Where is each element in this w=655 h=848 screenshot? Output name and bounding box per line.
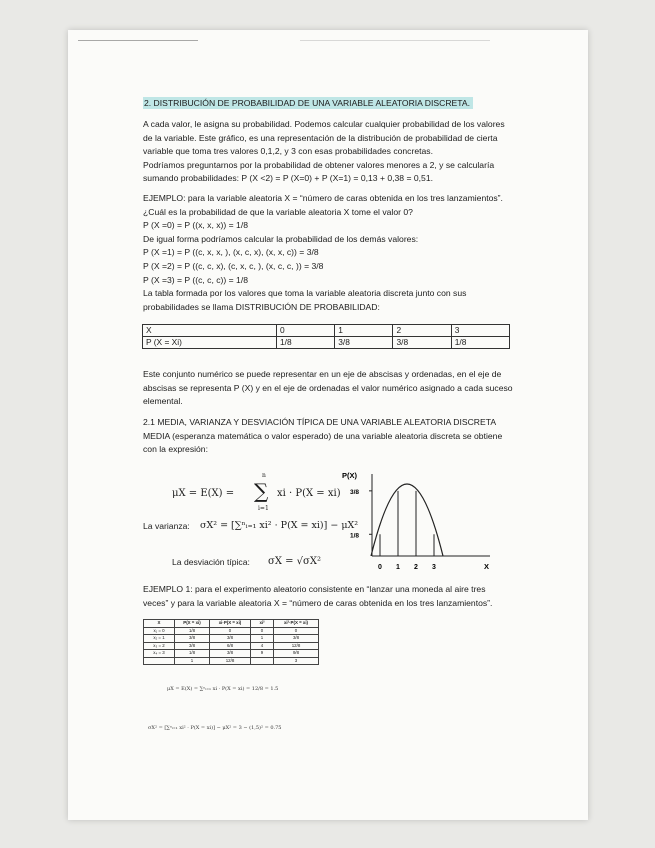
text-line: ¿Cuál es la probabilidad de que la variable aleatoria X tome el valor 0? — [143, 206, 413, 217]
table-row — [144, 650, 319, 658]
variance-formula: σX² = [∑ⁿᵢ₌₁ xi² · P(X = xi)] − μX² — [200, 520, 359, 531]
after-table-paragraph — [143, 368, 513, 409]
text-line: De igual forma podríamos calcular la probabilidad de los demás valores: — [143, 233, 419, 244]
y-axis-label: P(X) — [342, 471, 357, 480]
table-cell: 1/8 — [277, 337, 335, 349]
table-cell: 1/8 — [175, 650, 210, 658]
text-line: MEDIA (esperanza matemática o valor esperado) de una variable aleatoria discreta se obtiene — [143, 430, 503, 441]
x-tick-label: 1 — [396, 564, 400, 571]
text-line: P (X =2) = P ((c, c, x), (c, x, c, ), (x, c, c, )) = 3/8 — [143, 260, 324, 271]
text-line: EJEMPLO: para la variable aleatoria X = “número de caras obtenida en los tres lanzamientos”. — [143, 193, 503, 203]
std-label: La desviación típica: — [172, 557, 250, 567]
text-line: con la expresión: — [143, 444, 208, 455]
table-row — [144, 620, 319, 628]
table-row — [143, 325, 510, 337]
text-line: variable que toma tres valores 0,1,2, y 3 con esas probabilidades concretas. — [143, 146, 433, 157]
intro-paragraph — [143, 118, 505, 186]
table-cell: 12/8 — [210, 657, 251, 665]
table-cell: 1/8 — [451, 337, 509, 349]
table-cell: 1 — [335, 325, 393, 337]
distribution-curve — [371, 484, 443, 556]
table-row — [143, 337, 510, 349]
section-heading: 2. DISTRIBUCIÓN DE PROBABILIDAD DE UNA VARIABLE ALEATORIA DISCRETA. — [143, 97, 473, 109]
table-cell: 0 — [210, 627, 251, 635]
table-cell: x₃ = 2 — [144, 642, 175, 650]
table-cell: xi·P(X = xi) — [210, 620, 251, 628]
table-cell: P(X = xi) — [175, 620, 210, 628]
text-line: P (X =3) = P ((c, c, c)) = 1/8 — [143, 274, 248, 285]
table-cell: 0 — [274, 627, 319, 635]
text-line: 2.1 MEDIA, VARIANZA Y DESVIACIÓN TÍPICA DE UNA VARIABLE ALEATORIA DISCRETA — [143, 417, 497, 427]
scan-line — [78, 40, 198, 41]
table-cell: 1/8 — [175, 627, 210, 635]
table-row — [144, 635, 319, 643]
example-1 — [143, 583, 492, 610]
variance-label: La varianza: — [143, 521, 190, 531]
x-tick-label: 3 — [432, 564, 436, 571]
y-tick-label: 1/8 — [350, 532, 360, 540]
table-row — [144, 627, 319, 635]
table-cell: 1 — [175, 657, 210, 665]
table-cell: 12/8 — [274, 642, 319, 650]
table-cell: X — [143, 325, 277, 337]
sum-lower-limit: i=1 — [258, 505, 269, 512]
text-line: de la variable. Este gráfico, es una representación de la distribución de probabilidad de cierta — [143, 132, 498, 143]
table-cell: 9 — [251, 650, 274, 658]
x-tick-label: 0 — [378, 564, 382, 571]
table-cell: 3/8 — [210, 650, 251, 658]
text-line: sumando probabilidades: P (X <2) = P (X=0) + P (X=1) = 0,13 + 0,38 = 0,51. — [143, 173, 433, 184]
table-cell: 3 — [274, 657, 319, 665]
table-cell: 6/8 — [210, 642, 251, 650]
table-cell: 9/8 — [274, 650, 319, 658]
table-cell: 1 — [251, 635, 274, 643]
table-cell: 0 — [277, 325, 335, 337]
table-cell: x₄ = 3 — [144, 650, 175, 658]
table-cell: x₁ = 0 — [144, 627, 175, 635]
table-cell: 3 — [451, 325, 509, 337]
text-line: veces” y para la variable aleatoria X = “número de caras obtenida en los tres lanzamientos”. — [143, 597, 493, 608]
distribution-table — [142, 324, 510, 349]
table-cell: 4 — [251, 642, 274, 650]
section-2-1 — [143, 416, 502, 457]
text-line: P (X =0) = P ((x, x, x)) = 1/8 — [143, 220, 248, 231]
mean-formula-lhs: μX = E(X) = — [172, 488, 235, 499]
table-cell: 3/8 — [335, 337, 393, 349]
calculation-table — [143, 619, 319, 665]
table-cell: 3/8 — [175, 642, 210, 650]
text-line: EJEMPLO 1: para el experimento aleatorio consistente en “lanzar una moneda al aire tres — [143, 584, 486, 594]
text-line: Este conjunto numérico se puede representar en un eje de abscisas y ordenadas, en el eje de — [143, 369, 502, 379]
x-axis-label: X — [484, 562, 490, 571]
text-line: La tabla formada por los valores que toma la variable aleatoria discreta junto con sus — [143, 288, 467, 299]
table-cell — [144, 657, 175, 665]
scan-line — [300, 40, 490, 41]
table-row — [144, 642, 319, 650]
example-block — [143, 192, 503, 314]
table-cell: x₂ = 1 — [144, 635, 175, 643]
text-line: elemental. — [143, 396, 183, 407]
y-tick-label: 3/8 — [350, 488, 360, 496]
table-cell: 3/8 — [393, 337, 451, 349]
table-cell: xi²·P(X = xi) — [274, 620, 319, 628]
probability-chart — [340, 466, 510, 578]
table-cell: 3/8 — [175, 635, 210, 643]
text-line: abscisas se representa P (X) y en el eje de ordenadas el valor numérico asignado a cada suceso — [143, 382, 513, 393]
text-line: P (X =1) = P ((c, x, x, ), (x, c, x), (x, x, c)) = 3/8 — [143, 247, 319, 258]
table-cell: 3/8 — [210, 635, 251, 643]
mean-formula-rhs: xi · P(X = xi) — [277, 488, 341, 499]
small-variance-formula: σX² = [∑ⁿᵢ₌₁ xi² · P(X = xi)] − μX² = 3 − (1,5)² = 0.75 — [148, 725, 282, 731]
table-cell: xi² — [251, 620, 274, 628]
sum-symbol: ∑ — [254, 479, 269, 503]
table-cell: 0 — [251, 627, 274, 635]
table-cell: 3/8 — [274, 635, 319, 643]
table-cell: P (X = Xi) — [143, 337, 277, 349]
table-cell: X — [144, 620, 175, 628]
table-row — [144, 657, 319, 665]
text-line: A cada valor, le asigna su probabilidad. Podemos calcular cualquier probabilidad de los valores — [143, 119, 505, 129]
table-cell: 2 — [393, 325, 451, 337]
table-cell — [251, 657, 274, 665]
sum-upper-limit: n — [262, 472, 266, 479]
std-formula: σX = √σX² — [268, 556, 322, 567]
text-line: Podríamos preguntarnos por la probabilidad de obtener valores menores a 2, y se calcularía — [143, 159, 495, 170]
text-line: probabilidades se llama DISTRIBUCIÓN DE PROBABILIDAD: — [143, 301, 380, 312]
small-mean-formula: μX = E(X) = ∑ⁿᵢ₌₁ xi · P(X = xi) = 12/8 = 1.5 — [167, 686, 279, 692]
x-tick-label: 2 — [414, 564, 418, 571]
